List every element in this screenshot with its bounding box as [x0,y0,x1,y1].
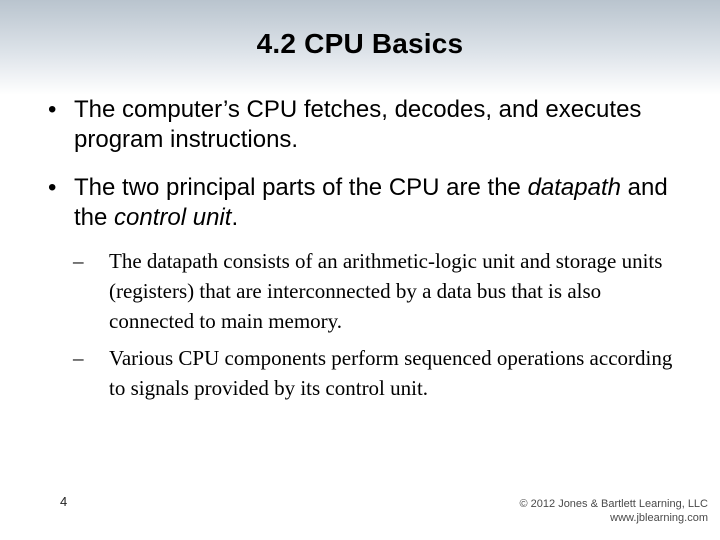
bullet-text-part: The two principal parts of the CPU are the [74,174,528,201]
bullet-text-part: . [231,204,239,231]
page-number: 4 [60,494,68,509]
term-datapath: datapath [527,174,621,201]
sub-bullet-dash: – [73,249,84,273]
bullet-dot: • [48,96,57,123]
bullet-item-2 [48,173,688,233]
sub-bullet-text: Various CPU components perform sequenced operations according to signals provided by its control unit. [109,346,673,400]
copyright-line: © 2012 Jones & Bartlett Learning, LLC [519,498,708,510]
sub-bullet-dash: – [73,346,84,370]
bullet-text: The computer’s CPU fetches, decodes, and executes program instructions. [74,96,642,153]
slide-title: 4.2 CPU Basics [256,28,464,59]
bullet-item-1 [48,95,688,155]
sub-bullet-item-2 [73,343,673,403]
bullet-dot: • [48,174,57,201]
sub-bullet-item-1 [73,246,673,336]
copyright-notice [520,497,709,525]
sub-bullet-text: The datapath consists of an arithmetic-logic unit and storage units (registers) that are interconnected by a data bus that is also connected to main memory. [109,249,663,333]
bullet-text-part: and the [74,174,668,231]
publisher-url: www.jblearning.com [610,512,708,524]
bullet-text [74,173,688,233]
term-control-unit: control unit [114,204,232,231]
